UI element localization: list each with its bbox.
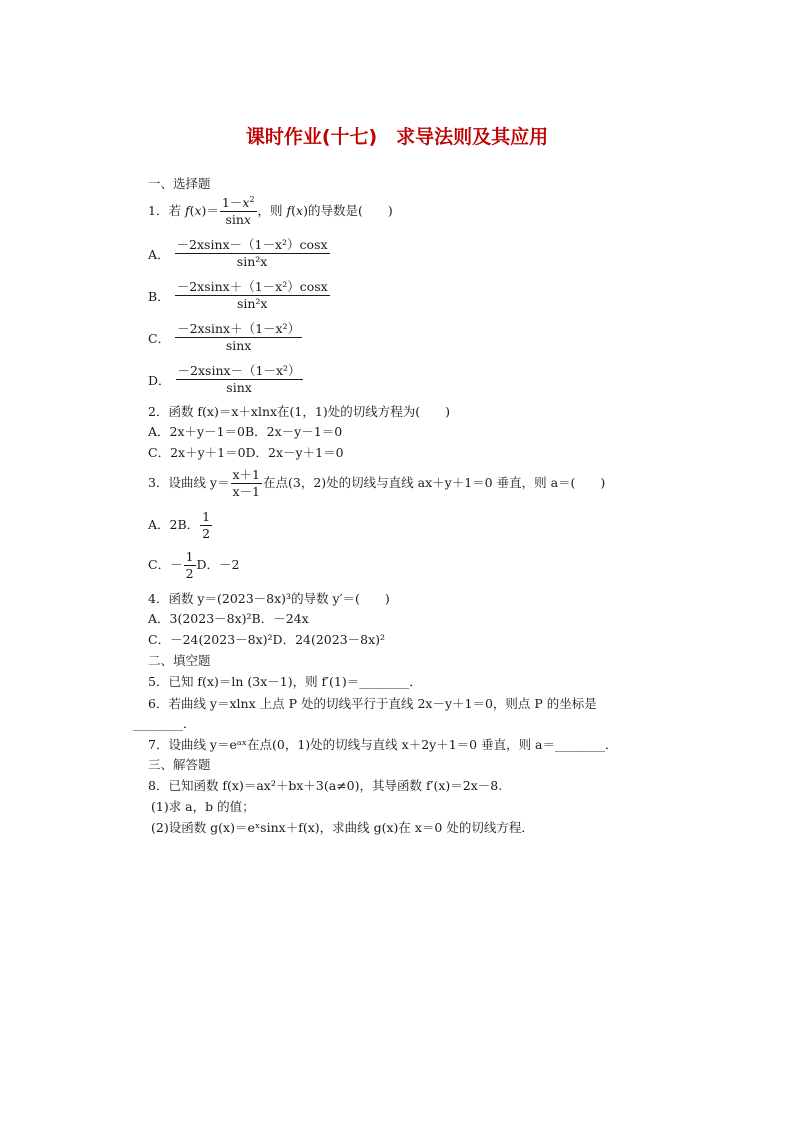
q3-option-num: 1 xyxy=(185,549,194,564)
q3-option-den: 2 xyxy=(185,566,194,581)
section-heading-choice: 一、选择题 xyxy=(148,176,211,191)
page-title: 课时作业(十七) 求导法则及其应用 xyxy=(245,126,549,148)
q1-frac-num-exp: 2 xyxy=(249,195,255,204)
q3-option-text: D．－2 xyxy=(196,557,240,572)
question-6-answer-blank[interactable]: ________． xyxy=(133,716,196,731)
option-denominator: sin²x xyxy=(236,254,268,269)
q1-text: 1．若 xyxy=(148,203,185,218)
question-7: 7．设曲线 y＝eᵃˣ在点(0，1)处的切线与直线 x＋2y＋1＝0 垂直，则 a＝________． xyxy=(148,737,618,752)
q1-text: ( xyxy=(189,203,195,218)
q1-text: x xyxy=(194,203,202,218)
q1-fraction xyxy=(220,196,257,227)
q3-options-ab[interactable] xyxy=(148,510,213,541)
option-label: B． xyxy=(148,288,170,304)
option-label: C． xyxy=(148,330,171,346)
q1-option-c[interactable] xyxy=(148,322,303,353)
q3-option-text: A．2B． xyxy=(148,517,200,532)
q1-option-d[interactable] xyxy=(148,364,304,395)
option-denominator: sin²x xyxy=(236,296,268,311)
q4-options-ab[interactable]: A．3(2023－8x)²B．－24x xyxy=(148,611,309,626)
q2-options-cd[interactable]: C．2x＋y＋1＝0D．2x－y＋1＝0 xyxy=(148,445,344,460)
q3-text: 3．设曲线 y＝ xyxy=(148,475,230,490)
section-heading-answer: 三、解答题 xyxy=(148,757,211,772)
question-3-stem xyxy=(148,468,605,499)
question-6-line1: 6．若曲线 y＝xlnx 上点 P 处的切线平行于直线 2x－y＋1＝0，则点 P 的坐标是 xyxy=(148,696,597,711)
question-8-part1: (1)求 a，b 的值； xyxy=(151,799,255,814)
option-label: D． xyxy=(148,372,171,388)
option-numerator: －2xsinx＋（1－x²）cosx xyxy=(176,279,328,294)
q4-options-cd[interactable]: C．－24(2023－8x)²D．24(2023－8x)² xyxy=(148,632,386,647)
q1-frac-den-var: x xyxy=(243,212,251,227)
option-denominator: sinx xyxy=(225,338,252,353)
q1-text: f xyxy=(184,203,190,218)
q1-text: )＝ xyxy=(201,203,219,218)
question-4-stem: 4．函数 y＝(2023－8x)³的导数 y′＝( ) xyxy=(148,591,390,606)
q3-option-text: C．－ xyxy=(148,557,183,572)
section-heading-fill: 二、填空题 xyxy=(148,653,211,668)
question-5: 5．已知 f(x)＝ln (3x－1)，则 f′(1)＝________． xyxy=(148,674,422,689)
q3-options-cd[interactable] xyxy=(148,550,240,581)
option-denominator: sinx xyxy=(226,380,252,395)
option-numerator: －2xsinx－（1－x²）cosx xyxy=(176,237,328,252)
question-1-stem xyxy=(148,196,393,227)
q1-frac-den: sin xyxy=(225,212,244,227)
q3-frac-den: x－1 xyxy=(232,484,261,499)
q1-text: )的导数是( ) xyxy=(303,203,393,218)
q3-option-den: 2 xyxy=(202,526,211,541)
option-label: A． xyxy=(148,246,170,262)
q1-option-b[interactable] xyxy=(148,280,331,311)
q3-frac-num: x＋1 xyxy=(232,467,261,482)
q3-text: 在点(3，2)处的切线与直线 ax＋y＋1＝0 垂直，则 a＝( ) xyxy=(263,475,606,490)
q1-text: f xyxy=(286,203,292,218)
question-8-stem: 8．已知函数 f(x)＝ax²＋bx＋3(a≠0)，其导函数 f′(x)＝2x－8. xyxy=(148,778,503,793)
question-8-part2: (2)设函数 g(x)＝eˣsinx＋f(x)，求曲线 g(x)在 x＝0 处的切线方程． xyxy=(151,820,534,835)
q1-option-a[interactable] xyxy=(148,238,331,269)
q3-fraction xyxy=(231,468,263,499)
q1-frac-num: 1－ xyxy=(221,195,243,210)
q1-frac-num-var: x xyxy=(242,195,250,210)
option-numerator: －2xsinx－（1－x²） xyxy=(177,363,301,378)
question-2-stem: 2．函数 f(x)＝x＋xlnx在(1，1)处的切线方程为( ) xyxy=(148,404,450,419)
q1-text: x xyxy=(296,203,304,218)
q1-text: ( xyxy=(291,203,297,218)
option-numerator: －2xsinx＋（1－x²） xyxy=(177,321,301,336)
q3-option-num: 1 xyxy=(202,509,211,524)
q1-text: ，则 xyxy=(257,203,287,218)
q2-options-ab[interactable]: A．2x＋y－1＝0B．2x－y－1＝0 xyxy=(148,424,343,439)
